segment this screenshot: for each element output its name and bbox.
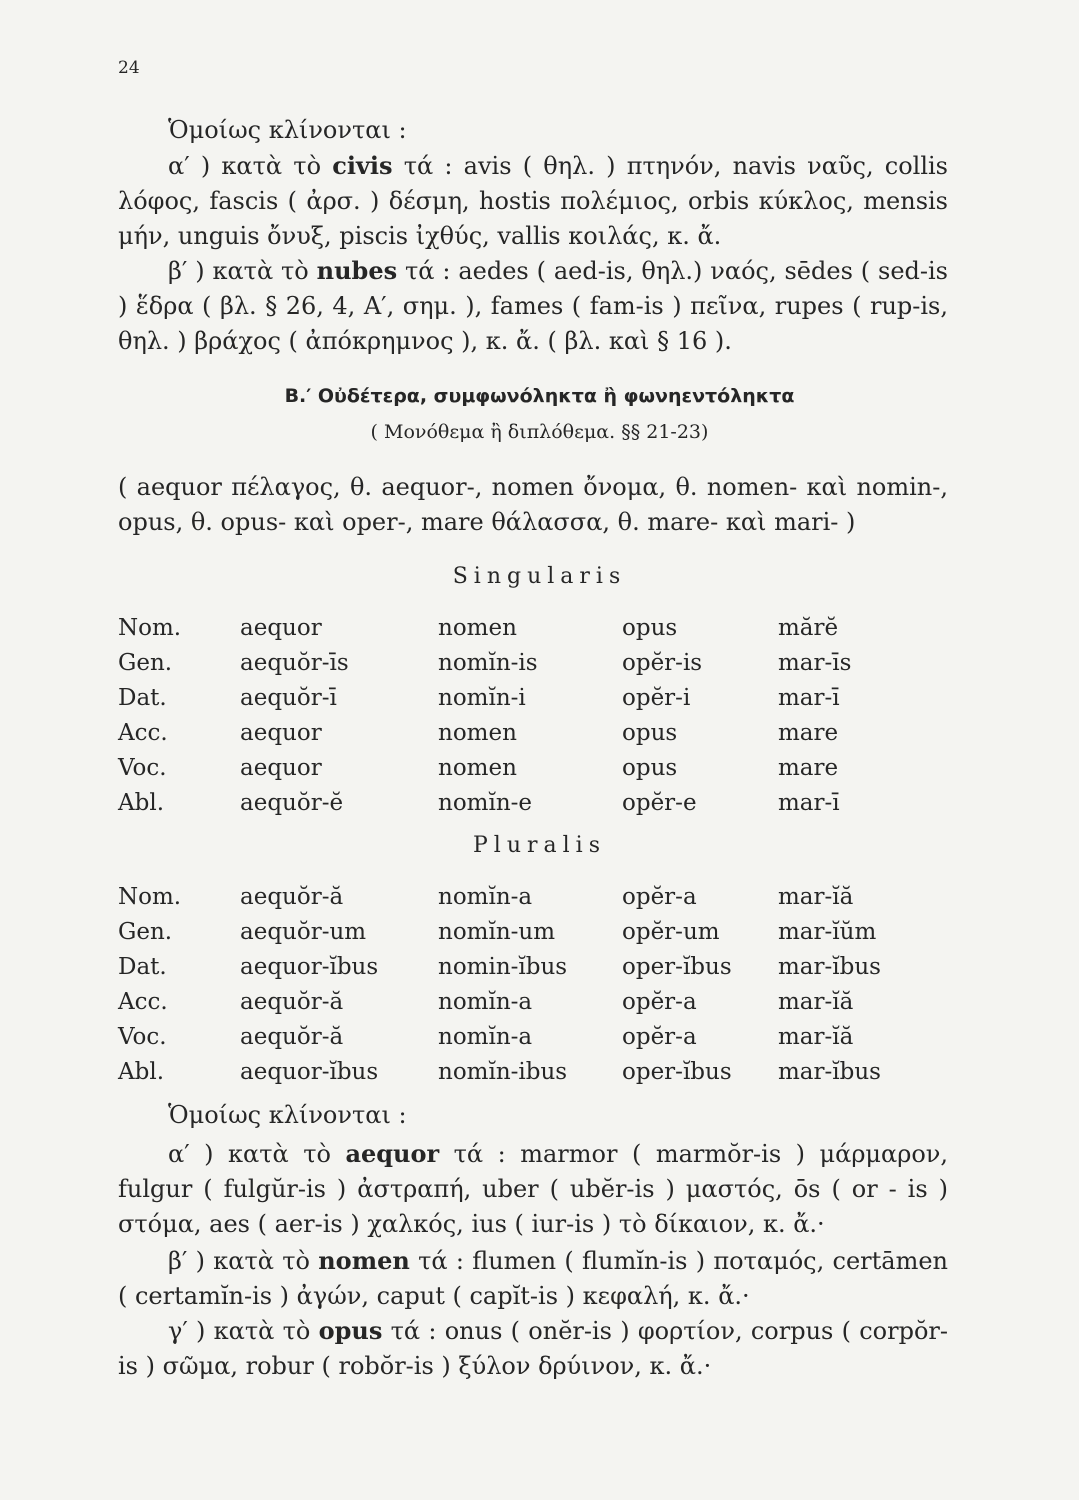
form-cell: oper-ĭbus xyxy=(622,954,732,980)
form-cell: mar-ĭbus xyxy=(778,954,881,980)
page-number: 24 xyxy=(118,58,140,78)
pluralis-row xyxy=(0,1059,1079,1093)
form-cell: aequŏr-ă xyxy=(240,1024,344,1050)
stems-paragraph: ( aequor πέλαγος, θ. aequor-, nomen ὄνομα, θ. nomen- καὶ nomin-, opus, θ. opus- καὶ oper-, mare θάλασσα, θ. mare- καὶ mari- ) xyxy=(118,473,948,536)
case-label: Dat. xyxy=(118,954,167,980)
form-cell: mar-ĭbus xyxy=(778,1059,881,1085)
form-cell: nomin-ĭbus xyxy=(438,954,568,980)
pluralis-row xyxy=(0,954,1079,988)
form-cell: mar-ĭă xyxy=(778,884,854,910)
paragraph-nubes: β′ ) κατὰ τὸ nubes τά : aedes ( aed-is, θηλ.) ναός, sēdes ( sed-is ) ἕδρα ( βλ. § 26, 4, Α′, σημ. ), fames ( fam-is ) πεῖνα, rupes ( rup-is, θηλ. ) βράχος ( ἀπόκρημνος ), κ. ἄ. ( βλ. καὶ § 16 ). xyxy=(118,256,949,355)
form-cell: aequor xyxy=(240,755,322,781)
form-cell: mar-ī xyxy=(778,685,840,711)
similar-title-1: Ὁμοίως κλίνονται : xyxy=(168,116,407,144)
form-cell: mar-ĭŭm xyxy=(778,919,877,945)
keyword-civis: civis xyxy=(332,151,393,180)
paragraph-aequor: α′ ) κατὰ τὸ aequor τά : marmor ( marmŏr-is ) μάρμαρον, fulgur ( fulgŭr-is ) ἀστραπή, uber ( ubĕr-is ) μαστός, ōs ( or - is ) στόμα, aes ( aer-is ) χαλκός, ius ( iur-is ) τὸ δίκαιον, κ. ἄ.· xyxy=(118,1139,949,1238)
form-cell: nomĭn-e xyxy=(438,790,533,816)
case-label: Acc. xyxy=(118,989,168,1015)
form-cell: oper-ĭbus xyxy=(622,1059,732,1085)
case-label: Gen. xyxy=(118,650,173,676)
form-cell: aequŏr-īs xyxy=(240,650,349,676)
singularis-row xyxy=(0,650,1079,684)
pluralis-title: Pluralis xyxy=(472,833,606,858)
form-cell: aequor-ĭbus xyxy=(240,954,379,980)
form-cell: opĕr-e xyxy=(622,790,697,816)
section-heading: Β.′ Οὐδέτερα, συμφωνόληκτα ἢ φωνηεντόληκτα xyxy=(284,385,795,407)
singularis-row xyxy=(0,685,1079,719)
form-cell: aequŏr-ĕ xyxy=(240,790,344,816)
case-label: Abl. xyxy=(118,1059,164,1085)
keyword-aequor: aequor xyxy=(345,1139,440,1168)
form-cell: nomen xyxy=(438,615,517,641)
pluralis-row xyxy=(0,884,1079,918)
form-cell: nomĭn-i xyxy=(438,685,526,711)
form-cell: nomĭn-ibus xyxy=(438,1059,568,1085)
form-cell: nomen xyxy=(438,755,517,781)
case-label: Gen. xyxy=(118,919,173,945)
section-subheading: ( Μονόθεμα ἢ διπλόθεμα. §§ 21-23) xyxy=(370,421,709,443)
pluralis-row xyxy=(0,919,1079,953)
form-cell: opĕr-a xyxy=(622,989,697,1015)
form-cell: opĕr-a xyxy=(622,884,697,910)
form-cell: nomen xyxy=(438,720,517,746)
singularis-row xyxy=(0,720,1079,754)
form-cell: opĕr-um xyxy=(622,919,720,945)
form-cell: aequŏr-ă xyxy=(240,989,344,1015)
form-cell: mărĕ xyxy=(778,615,839,641)
form-cell: mare xyxy=(778,755,839,781)
form-cell: nomĭn-um xyxy=(438,919,556,945)
form-cell: opus xyxy=(622,615,678,641)
form-cell: nomĭn-a xyxy=(438,884,533,910)
singularis-row xyxy=(0,615,1079,649)
case-label: Abl. xyxy=(118,790,164,816)
form-cell: opus xyxy=(622,720,678,746)
case-label: Nom. xyxy=(118,884,182,910)
keyword-nubes: nubes xyxy=(316,256,398,285)
keyword-nomen: nomen xyxy=(318,1246,410,1275)
form-cell: opĕr-i xyxy=(622,685,691,711)
singularis-row xyxy=(0,755,1079,789)
form-cell: mar-ĭă xyxy=(778,989,854,1015)
form-cell: aequor xyxy=(240,615,322,641)
form-cell: mar-ī xyxy=(778,790,840,816)
form-cell: mare xyxy=(778,720,839,746)
form-cell: aequŏr-ī xyxy=(240,685,337,711)
pluralis-row xyxy=(0,1024,1079,1058)
form-cell: nomĭn-a xyxy=(438,989,533,1015)
paragraph-civis: α′ ) κατὰ τὸ civis τά : avis ( θηλ. ) πτηνόν, navis ναῦς, collis λόφος, fascis ( ἀρσ. ) δέσμη, hostis πολέμιος, orbis κύκλος, mensis μήν, unguis ὄνυξ, piscis ἰχθύς, vallis κοιλάς, κ. ἄ. xyxy=(118,151,948,250)
form-cell: opĕr-is xyxy=(622,650,703,676)
singularis-title: Singularis xyxy=(452,564,627,589)
form-cell: aequŏr-ă xyxy=(240,884,344,910)
similar-title-2: Ὁμοίως κλίνονται : xyxy=(168,1101,407,1129)
case-label: Dat. xyxy=(118,685,167,711)
form-cell: aequor xyxy=(240,720,322,746)
form-cell: mar-īs xyxy=(778,650,852,676)
case-label: Voc. xyxy=(118,1024,167,1050)
form-cell: nomĭn-a xyxy=(438,1024,533,1050)
form-cell: opus xyxy=(622,755,678,781)
form-cell: opĕr-a xyxy=(622,1024,697,1050)
case-label: Voc. xyxy=(118,755,167,781)
paragraph-nomen: β′ ) κατὰ τὸ nomen τά : flumen ( flumĭn-is ) ποταμός, certāmen ( certamĭn-is ) ἀγών, caput ( capĭt-is ) κεφαλή, κ. ἄ.· xyxy=(118,1246,949,1310)
form-cell: mar-ĭă xyxy=(778,1024,854,1050)
pluralis-row xyxy=(0,989,1079,1023)
form-cell: aequŏr-um xyxy=(240,919,367,945)
keyword-opus: opus xyxy=(318,1316,383,1345)
case-label: Nom. xyxy=(118,615,182,641)
case-label: Acc. xyxy=(118,720,168,746)
form-cell: nomĭn-is xyxy=(438,650,538,676)
form-cell: aequor-ĭbus xyxy=(240,1059,379,1085)
singularis-row xyxy=(0,790,1079,824)
paragraph-opus: γ′ ) κατὰ τὸ opus τά : onus ( onĕr-is ) φορτίον, corpus ( corpŏr-is ) σῶμα, robur ( robŏr-is ) ξύλον δρύινον, κ. ἄ.· xyxy=(118,1316,948,1380)
